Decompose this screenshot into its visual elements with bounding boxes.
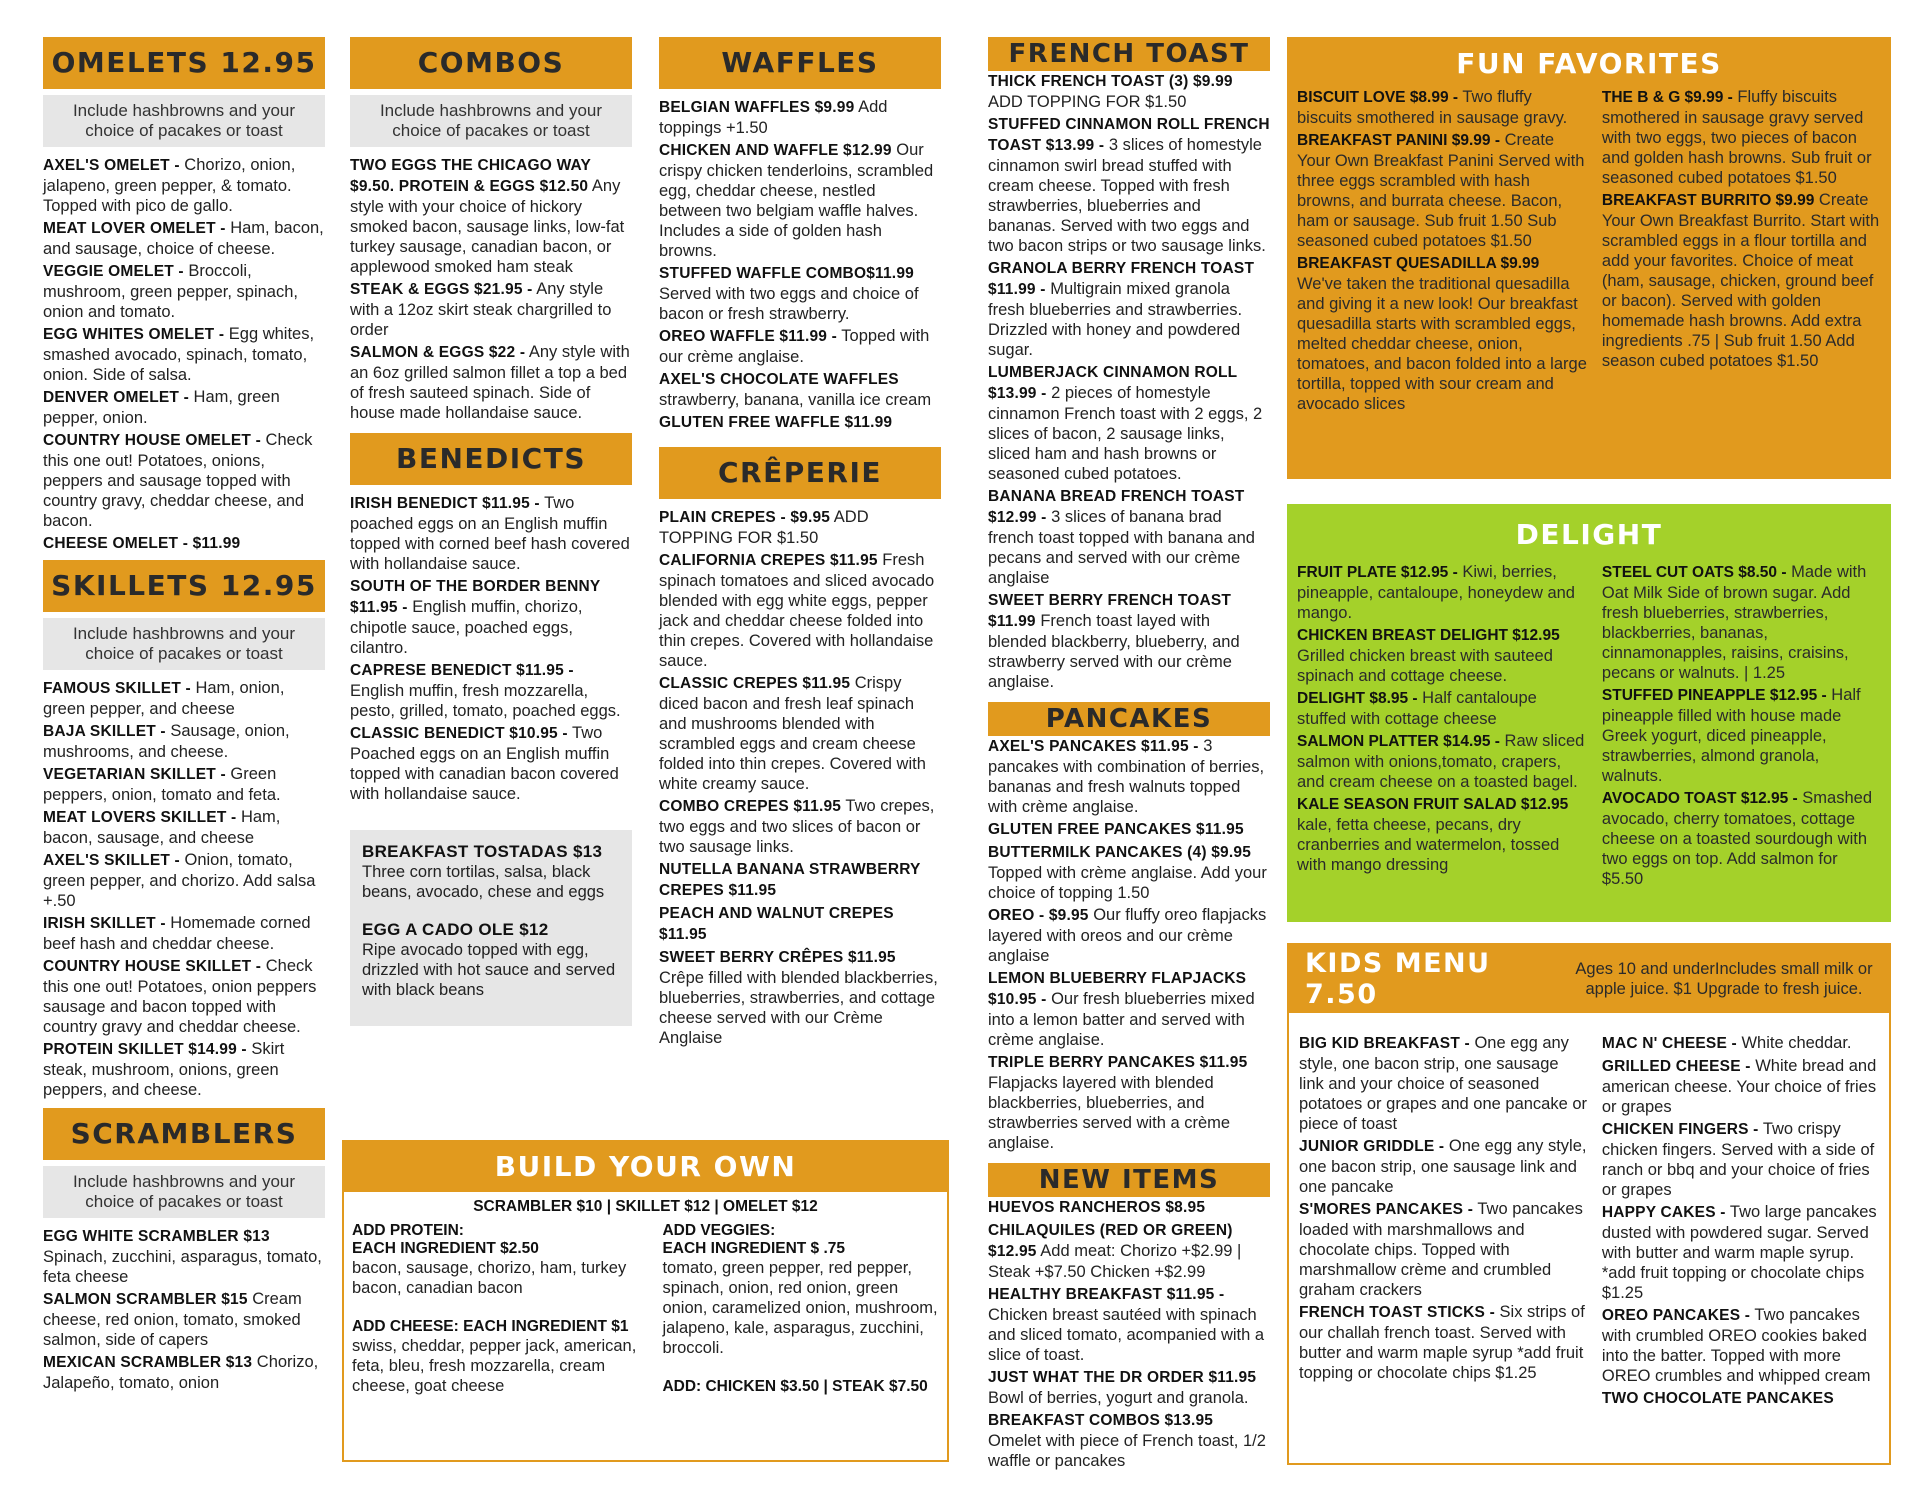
menu-item [659,673,941,794]
menu-item-name: AXEL'S PANCAKES $11.95 - [988,738,1199,755]
menu-item [988,1220,1270,1282]
menu-item-name: CHILAQUILES (RED OR GREEN) $12.95 [988,1222,1233,1260]
menu-item [350,342,632,423]
menu-item-name: EGG WHITE SCRAMBLER $13 [43,1228,270,1245]
add-meat: ADD: CHICKEN $3.50 | STEAK $7.50 [662,1378,928,1395]
menu-item-name: CLASSIC CREPES $11.95 [659,675,851,692]
benedicts-header: BENEDICTS [350,433,632,485]
menu-item-desc: Two pancakes loaded with marshmallows and chocolate chips. Topped with marshmallow crème and crumbled graham crackers [1299,1200,1583,1299]
menu-item-desc: Create Your Own Breakfast Panini Served with three eggs scrambled with hash browns, and burrata cheese. Bacon, ham or sausage. Sub fruit 1.50 Sub seasoned cubed potatoes $1.50 [1297,131,1585,250]
menu-item-name: TWO EGGS THE CHICAGO WAY $9.50. PROTEIN & EGGS $12.50 [350,157,591,195]
menu-item [1297,731,1588,792]
menu-item-name: GLUTEN FREE WAFFLE $11.99 [659,414,893,431]
menu-item-name: VEGETARIAN SKILLET - [43,766,226,783]
menu-item-desc: Two large pancakes dusted with powdered sugar. Served with butter and warm maple syrup. *add fruit topping or chocolate chips $1.25 [1601,1203,1877,1302]
menu-item [350,155,632,277]
menu-item [43,807,325,848]
protein-price: EACH INGREDIENT $2.50 [352,1240,539,1257]
menu-item-name: BREAKFAST BURRITO $9.99 [1601,192,1815,209]
menu-item-desc: Two fluffy biscuits smothered in sausage gravy. [1297,88,1568,127]
menu-item-name: GRILLED CHEESE - [1601,1058,1751,1075]
skillets-header: SKILLETS 12.95 [43,560,325,612]
menu-item-name: STEEL CUT OATS $8.50 - [1601,564,1787,581]
menu-item-name: SWEET BERRY FRENCH TOAST $11.99 [988,592,1232,630]
menu-item [1602,1119,1879,1200]
pancakes-list [988,736,1270,1153]
menu-item-desc: Cream cheese, red onion, tomato, smoked salmon, side of capers [43,1290,302,1349]
menu-item-name: BREAKFAST PANINI $9.99 - [1297,132,1500,149]
menu-item [43,324,325,385]
build-your-own-panel [342,1140,949,1462]
menu-item-desc: Egg whites, smashed avocado, spinach, tomato, onion. Side of salsa. [43,325,315,384]
menu-item [988,819,1270,840]
creperie-header: CRÊPERIE [659,447,941,499]
menu-item-name: CHICKEN BREAST DELIGHT $12.95 [1297,627,1560,644]
menu-item-desc: Topped with our crème anglaise. [659,327,930,366]
menu-item-name: FRENCH TOAST STICKS - [1299,1304,1495,1321]
menu-item-desc: Ham, bacon, and sausage, choice of cheese. [43,219,324,258]
skillets-note: Include hashbrowns and your choice of pacakes or toast [43,618,325,670]
fun-left [1297,87,1588,416]
menu-item-name: SWEET BERRY CRÊPES $11.95 [659,949,896,966]
menu-item-desc: Grilled chicken breast with sauteed spinach and cottage cheese. [1297,647,1553,685]
menu-item-name: BISCUIT LOVE $8.99 - [1297,89,1459,106]
menu-item-name: STUFFED CINNAMON ROLL FRENCH TOAST $13.99 - [988,116,1270,154]
menu-item-desc: Create Your Own Breakfast Burrito. Start with scrambled eggs in a flour tortilla and add your favorites. Choice of meat (ham, sausage, chicken, ground beef or bacon). Served with golden homemade hash browns. Add extra ingredients .75 | Sub fruit 1.50 Add season cubed potatoes $1.50 [1601,191,1880,370]
menu-item-name: SOUTH OF THE BORDER BENNY $11.95 - [350,578,601,616]
menu-item [1602,1202,1879,1303]
menu-item [43,261,325,322]
special-item-desc: Three corn tortilas, salsa, black beans, avocado, chese and eggs [362,863,605,901]
menu-item [1299,1199,1588,1300]
menu-item [659,903,941,945]
menu-item-name: CAPRESE BENEDICT $11.95 - [350,662,574,679]
menu-item [1602,562,1881,683]
scramblers-header: SCRAMBLERS [43,1108,325,1160]
delight-header: DELIGHT [1515,518,1663,551]
menu-item-desc: Smashed avocado, cherry tomatoes, cottage cheese on a toasted sourdough with two eggs on top. Add salmon for $5.50 [1601,789,1872,888]
menu-item-name: JUST WHAT THE DR ORDER $11.95 [988,1369,1257,1386]
menu-item [43,218,325,259]
menu-item-desc: One egg any style, one bacon strip, one sausage link and one pancake [1299,1137,1587,1196]
menu-item-name: HAPPY CAKES - [1601,1204,1726,1221]
menu-item [988,590,1270,692]
menu-item-name: AXEL'S CHOCOLATE WAFFLES [659,371,899,388]
kids-header-bar [1289,945,1889,1013]
menu-item [1297,87,1588,128]
special-item-name: EGG A CADO OLE $12 [362,920,549,939]
menu-item-name: OREO PANCAKES - [1601,1307,1751,1324]
menu-item [659,369,941,410]
fun-header: FUN FAVORITES [1456,47,1722,80]
delight-panel [1287,504,1891,922]
menu-item [350,576,632,658]
menu-item-name: COUNTRY HOUSE OMELET - [43,432,261,449]
menu-item-desc: Our fluffy oreo flapjacks layered with oreos and our crème anglaise [988,906,1267,965]
combos-note: Include hashbrowns and your choice of pacakes or toast [350,95,632,147]
menu-item [1299,1136,1588,1197]
menu-item-desc: Two crispy chicken fingers. Served with a side of ranch or bbq and your choice of fries or grapes [1601,1120,1875,1199]
menu-item-name: LEMON BLUEBERRY FLAPJACKS $10.95 - [988,970,1247,1008]
menu-item-name: NUTELLA BANANA STRAWBERRY CREPES $11.95 [659,861,921,899]
menu-item-desc: ADD TOPPING FOR $1.50 [988,93,1187,111]
menu-item-name: FRUIT PLATE $12.95 - [1297,564,1458,581]
veggie-price: EACH INGREDIENT $ .75 [662,1240,846,1257]
menu-item-desc: Our crispy chicken tenderloins, scrambled egg, cheddar cheese, nestled between two belgiam waffle halves. Includes a side of golden hash browns. [659,141,934,260]
menu-item [43,721,325,762]
menu-item-name: CHEESE OMELET - $11.99 [43,535,241,552]
menu-item-name: CHICKEN FINGERS - [1601,1121,1759,1138]
menu-item-desc: Broccoli, mushroom, green pepper, spinach, onion and tomato. [43,262,298,321]
menu-item [659,140,941,261]
menu-item-name: BREAKFAST COMBOS $13.95 [988,1412,1214,1429]
menu-item [988,968,1270,1050]
menu-item-desc: Topped with crème anglaise. Add your choice of topping 1.50 [988,864,1267,902]
menu-item [350,723,632,804]
menu-item-name: CLASSIC BENEDICT $10.95 - [350,725,568,742]
special-item-desc: Ripe avocado topped with egg, drizzled with hot sauce and served with black beans [362,941,616,999]
menu-item-name: GLUTEN FREE PANCAKES $11.95 [988,821,1244,838]
menu-item [659,326,941,367]
menu-item-desc: Made with Oat Milk Side of brown sugar. Add fresh blueberries, strawberries, blackberries, bananas, cinnamonapples, raisins, craisins, pecans or walnuts. | 1.25 [1601,563,1867,682]
menu-item-name: OREO - $9.95 [988,907,1089,924]
menu-item-name: MEAT LOVERS SKILLET - [43,809,237,826]
menu-item-desc: Kiwi, berries, pineapple, cantaloupe, honeydew and mango. [1297,563,1575,622]
menu-item-desc: Half pineapple filled with house made Greek yogurt, diced pineapple, strawberries, almond granola, walnuts. [1601,686,1861,785]
menu-item-name: CALIFORNIA CREPES $11.95 [659,552,878,569]
menu-item-name: BIG KID BREAKFAST - [1299,1035,1470,1052]
menu-item-name: AXEL'S OMELET - [43,157,180,174]
scramblers-list [43,1226,325,1393]
menu-item-desc: White cheddar. [1736,1034,1852,1052]
menu-item-name: THICK FRENCH TOAST (3) $9.99 [988,73,1233,90]
menu-item-name: LUMBERJACK CINNAMON ROLL $13.99 - [988,364,1238,402]
menu-item [1299,1033,1588,1134]
omelets-header: OMELETS 12.95 [43,37,325,89]
combos-header: COMBOS [350,37,632,89]
menu-item-name: STUFFED WAFFLE COMBO$11.99 [659,265,914,282]
menu-item-desc: Check this one out! Potatoes, onion peppers sausage and bacon topped with country gravy and cheddar cheese. [43,957,317,1036]
menu-item-desc: Chicken breast sautéed with spinach and sliced tomato, acompanied with a slice of toast. [988,1306,1265,1364]
specials-list [362,842,620,1000]
kids-note: Ages 10 and underIncludes small milk or apple juice. $1 Upgrade to fresh juice. [1575,960,1873,998]
menu-item [659,97,941,138]
menu-item-desc: 3 pancakes with combination of berries, bananas and fresh walnuts topped with crème anglaise. [988,737,1265,816]
menu-item-desc: Crêpe filled with blended blackberries, blueberries, strawberries, and cottage cheese served with our Crème Anglaise [659,969,938,1047]
kids-header: KIDS MENU 7.50 [1305,948,1491,1010]
menu-item-name: BANANA BREAD FRENCH TOAST $12.99 - [988,488,1245,526]
menu-item-desc: Sausage, onion, mushrooms, and cheese. [43,722,290,761]
menu-item-desc: Two poached eggs on an English muffin topped with corned beef hash covered with hollandaise sauce. [350,494,630,573]
menu-item-desc: Fluffy biscuits smothered in sausage gravy served with two eggs, two pieces of bacon and golden hash browns. Sub fruit or seasoned cubed potatoes $1.50 [1601,88,1872,187]
menu-item-desc: Crispy diced bacon and fresh leaf spinach and mushrooms blended with scrambled eggs and cream cheese folded into thin crepes. Covered with white creamy sauce. [659,674,926,793]
menu-item [988,1197,1270,1218]
menu-item-name: COMBO CREPES $11.95 [659,798,842,815]
menu-item [988,736,1270,817]
scramblers-note: Include hashbrowns and your choice of pacakes or toast [43,1166,325,1218]
protein-list: bacon, sausage, chorizo, ham, turkey bacon, canadian bacon [352,1259,627,1297]
pancakes-header: PANCAKES [988,702,1270,736]
menu-item-name: OREO WAFFLE $11.99 - [659,328,837,345]
menu-item [988,905,1270,966]
menu-item-name: DENVER OMELET - [43,389,189,406]
menu-item [1602,87,1881,188]
menu-item-name: SALMON PLATTER $14.95 - [1297,733,1500,750]
menu-item-name: EGG WHITES OMELET - [43,326,225,343]
menu-item-name: GRANOLA BERRY FRENCH TOAST $11.99 - [988,260,1255,298]
menu-item-name: BUTTERMILK PANCAKES (4) $9.95 [988,844,1252,861]
menu-item-name: THE B & G $9.99 - [1601,89,1733,106]
menu-item [1297,688,1588,729]
delight-left [1297,562,1588,891]
protein-title: ADD PROTEIN: [352,1222,464,1239]
menu-item-desc: 3 slices of banana brad french toast topped with banana and pecans and served with our crème anglaise [988,508,1255,587]
menu-item-desc: Bowl of berries, yogurt and granola. [988,1389,1249,1407]
menu-item-desc: Omelet with piece of French toast, 1/2 waffle or pancakes [988,1432,1266,1470]
menu-item [350,279,632,340]
omelets-note: Include hashbrowns and your choice of pacakes or toast [43,95,325,147]
build-subtitle: SCRAMBLER $10 | SKILLET $12 | OMELET $12 [473,1198,818,1215]
menu-item-desc: Onion, tomato, green pepper, and chorizo. Add salsa +.50 [43,851,316,910]
menu-item [1297,253,1588,414]
cheese-title: ADD CHEESE: EACH INGREDIENT $1 [352,1318,629,1335]
french-toast-list [988,71,1270,692]
menu-item [43,850,325,911]
menu-item-name: CHICKEN AND WAFFLE $12.99 [659,142,892,159]
menu-item-desc: Any style with a 12oz skirt steak chargrilled to order [350,280,612,339]
menu-item [1297,130,1588,251]
menu-item-name: IRISH BENEDICT $11.95 - [350,495,540,512]
skillets-list [43,678,325,1100]
menu-item [988,362,1270,484]
menu-item [1602,1033,1879,1054]
menu-item-desc: Chorizo, onion, jalapeno, green pepper, & tomato. Topped with pico de gallo. [43,156,296,215]
omelets-list [43,155,325,554]
menu-item [659,947,941,1048]
menu-item [350,660,632,721]
menu-item [43,764,325,805]
menu-item-name: KALE SEASON FRUIT SALAD $12.95 [1297,796,1569,813]
menu-item-desc: Two crepes, two eggs and two slices of bacon or two sausage links. [659,797,935,856]
menu-item-name: HEALTHY BREAKFAST $11.95 - [988,1286,1225,1303]
menu-item [1602,1056,1879,1117]
fun-right [1602,87,1881,416]
kids-menu-panel [1287,943,1891,1465]
menu-item [988,1284,1270,1365]
column-2 [350,37,632,1026]
menu-item-desc: kale, fetta cheese, pecans, dry cranberries and watermelon, tossed with mango dressing [1297,816,1560,874]
menu-item-name: AXEL'S SKILLET - [43,852,180,869]
menu-item [659,550,941,671]
menu-item-desc: Ham, onion, green pepper, and cheese [43,679,285,718]
build-right [662,1222,939,1398]
menu-item-desc: Flapjacks layered with blended blackberries, blueberries, and strawberries served with a crème anglaise. [988,1074,1231,1152]
menu-item-desc: One egg any style, one bacon strip, one sausage link and your choice of seasoned potatoes or grapes and one pancake or piece of toast [1299,1034,1588,1133]
menu-item [1299,1302,1588,1383]
menu-item [1602,190,1881,371]
french-toast-header: FRENCH TOAST [988,37,1270,71]
menu-item-name: SALMON & EGGS $22 - [350,344,526,361]
menu-item [659,263,941,324]
build-left [352,1222,638,1398]
menu-item-desc: 3 slices of homestyle cinnamon swirl bread stuffed with cream cheese. Topped with fresh strawberries, blueberries and bananas. Served with two eggs and two bacon strips or two sausage links. [988,136,1266,255]
menu-item [659,507,941,548]
menu-item [1602,1388,1879,1409]
menu-item-desc: Our fresh blueberries mixed into a lemon batter and served with crème anglaise. [988,990,1255,1049]
menu-item-name: STUFFED PINEAPPLE $12.95 - [1601,687,1827,704]
menu-item [988,258,1270,360]
menu-item [43,1039,325,1100]
menu-item-name: FAMOUS SKILLET - [43,680,191,697]
menu-item [988,1052,1270,1153]
waffles-header: WAFFLES [659,37,941,89]
specials-box [350,830,632,1026]
menu-item-desc: Add meat: Chorizo +$2.99 | Steak +$7.50 Chicken +$2.99 [988,1242,1242,1281]
menu-item-desc: ADD TOPPING FOR $1.50 [659,508,869,547]
menu-item-name: PEACH AND WALNUT CREPES $11.95 [659,905,894,943]
menu-item-desc: Chorizo, Jalapeño, tomato, onion [43,1353,319,1392]
creperie-list [659,507,941,1048]
menu-item [350,493,632,574]
menu-item-desc: Check this one out! Potatoes, onions, peppers and sausage topped with country gravy, cheddar cheese, and bacon. [43,431,313,530]
menu-item-desc: Any style with an 6oz grilled salmon fillet a top a bed of fresh sauteed spinach. Side of house made hollandaise sauce. [350,343,630,422]
build-header: BUILD YOUR OWN [344,1142,947,1192]
fun-favorites-panel [1287,37,1891,479]
column-4 [988,37,1270,1473]
menu-item [43,678,325,719]
menu-item [43,1352,325,1393]
kids-left [1299,1033,1588,1411]
special-item-name: BREAKFAST TOSTADAS $13 [362,842,603,861]
menu-item-desc: Six strips of our challah french toast. Served with butter and warm maple syrup *add fruit topping or chocolate chips $1.25 [1299,1303,1585,1382]
menu-item-name: PLAIN CREPES - $9.95 [659,509,831,526]
menu-item [1602,788,1881,889]
menu-item-name: VEGGIE OMELET - [43,263,184,280]
menu-item [1297,562,1588,623]
menu-item-desc: Raw sliced salmon with onions,tomato, crapers, and cream cheese on a toasted bagel. [1297,732,1585,791]
menu-item [988,114,1270,256]
menu-item-name: MEXICAN SCRAMBLER $13 [43,1354,253,1371]
menu-item [43,913,325,954]
menu-item [43,155,325,216]
menu-item [988,71,1270,112]
benedicts-list [350,493,632,804]
menu-item [43,956,325,1037]
menu-item-desc: Fresh spinach tomatoes and sliced avocado blended with egg white eggs, pepper jack and cheddar cheese folded into thin crepes. Covered with hollandaise sauce. [659,551,935,670]
menu-item-name: STEAK & EGGS $21.95 - [350,281,533,298]
menu-item-desc: Spinach, zucchini, asparagus, tomato, feta cheese [43,1248,322,1286]
column-1 [43,37,325,1395]
menu-item-desc: Two pancakes with crumbled OREO cookies baked into the batter. Topped with more OREO crumbles and whipped cream [1601,1306,1871,1385]
menu-item-name: IRISH SKILLET - [43,915,166,932]
menu-item [43,533,325,554]
menu-item-name: S'MORES PANCAKES - [1299,1201,1474,1218]
new-items-list [988,1197,1270,1471]
menu-item [1602,1305,1879,1386]
delight-right [1602,562,1881,891]
veggie-list: tomato, green pepper, red pepper, spinach, onion, red onion, green onion, caramelized onion, mushroom, jalapeno, kale, asparagus, zucchini, broccoli. [662,1259,938,1357]
column-3 [659,37,941,1050]
menu-item-name: TWO CHOCOLATE PANCAKES [1601,1390,1834,1407]
menu-item [659,859,941,901]
menu-item-name: MAC N' CHEESE - [1601,1035,1737,1052]
menu-item-desc: Served with two eggs and choice of bacon or fresh strawberry. [659,285,919,323]
menu-item-name: COUNTRY HOUSE SKILLET - [43,958,262,975]
menu-item [43,387,325,428]
menu-item-desc: strawberry, banana, vanilla ice cream [659,391,932,409]
menu-item-desc: Any style with your choice of hickory smoked bacon, sausage links, low-fat turkey sausage, canadian bacon, or applewood smoked ham steak [350,177,625,276]
cheese-list: swiss, cheddar, pepper jack, american, feta, bleu, fresh mozzarella, cream cheese, goat cheese [352,1337,637,1395]
menu-item-name: TRIPLE BERRY PANCAKES $11.95 [988,1054,1248,1071]
menu-item-desc: French toast layed with blended blackberry, blueberry, and strawberry served with our crème anglaise. [988,612,1240,691]
menu-item [988,486,1270,588]
menu-item-name: SALMON SCRAMBLER $15 [43,1291,248,1308]
menu-item [1297,625,1588,686]
menu-item-desc: Add toppings +1.50 [659,98,888,137]
menu-item-name: BELGIAN WAFFLES $9.99 [659,99,855,116]
menu-item [659,412,941,433]
menu-item-desc: Green peppers, onion, tomato and feta. [43,765,281,804]
menu-item-name: DELIGHT $8.95 - [1297,690,1418,707]
menu-item-name: BREAKFAST QUESADILLA $9.99 [1297,255,1540,272]
menu-item [988,1367,1270,1408]
waffles-list [659,97,941,433]
menu-item-desc: Skirt steak, mushroom, onions, green peppers, and cheese. [43,1040,285,1099]
menu-item-desc: We've taken the traditional quesadilla and giving it a new look! Our breakfast quesadilla starts with scrambled eggs, melted cheddar cheese, onion, tomatoes, and bacon folded into a large tortilla, topped with sour cream and avocado slices [1297,275,1587,413]
menu-item [43,1289,325,1350]
menu-item [1297,794,1588,875]
menu-item-desc: Two Poached eggs on an English muffin topped with canadian bacon covered with hollandaise sauce. [350,724,619,803]
new-items-header: NEW ITEMS [988,1163,1270,1197]
menu-item [43,1226,325,1287]
menu-item-desc: English muffin, fresh mozzarella, pesto, grilled, tomato, poached eggs. [350,682,621,720]
menu-item-name: AVOCADO TOAST $12.95 - [1601,790,1798,807]
menu-item [659,796,941,857]
menu-item-name: BAJA SKILLET - [43,723,166,740]
menu-item [988,842,1270,903]
menu-item-desc: Homemade corned beef hash and cheddar cheese. [43,914,311,953]
menu-item-desc: White bread and american cheese. Your choice of fries or grapes [1601,1057,1877,1116]
kids-right [1602,1033,1879,1411]
menu-item-desc: Half cantaloupe stuffed with cottage cheese [1297,689,1537,728]
menu-item [1602,685,1881,786]
menu-item-name: HUEVOS RANCHEROS $8.95 [988,1199,1206,1216]
veggie-title: ADD VEGGIES: [662,1222,776,1239]
combos-list [350,155,632,423]
menu-item-desc: Ham, bacon, sausage, and cheese [43,808,281,847]
menu-item-name: PROTEIN SKILLET $14.99 - [43,1041,247,1058]
menu-item [988,1410,1270,1471]
menu-item [43,430,325,531]
menu-item-desc: Multigrain mixed granola fresh blueberries and strawberries. Drizzled with honey and powdered sugar. [988,280,1243,359]
menu-item-name: MEAT LOVER OMELET - [43,220,226,237]
menu-item-desc: English muffin, chorizo, chipotle sauce, poached eggs, cilantro. [350,598,583,657]
menu-item-desc: 2 pieces of homestyle cinnamon French toast with 2 eggs, 2 slices of bacon, 2 sausage links, sliced ham and hash browns or seasoned cubed potatoes. [988,384,1263,483]
menu-item-name: JUNIOR GRIDDLE - [1299,1138,1445,1155]
menu-item-desc: Ham, green pepper, onion. [43,388,280,427]
